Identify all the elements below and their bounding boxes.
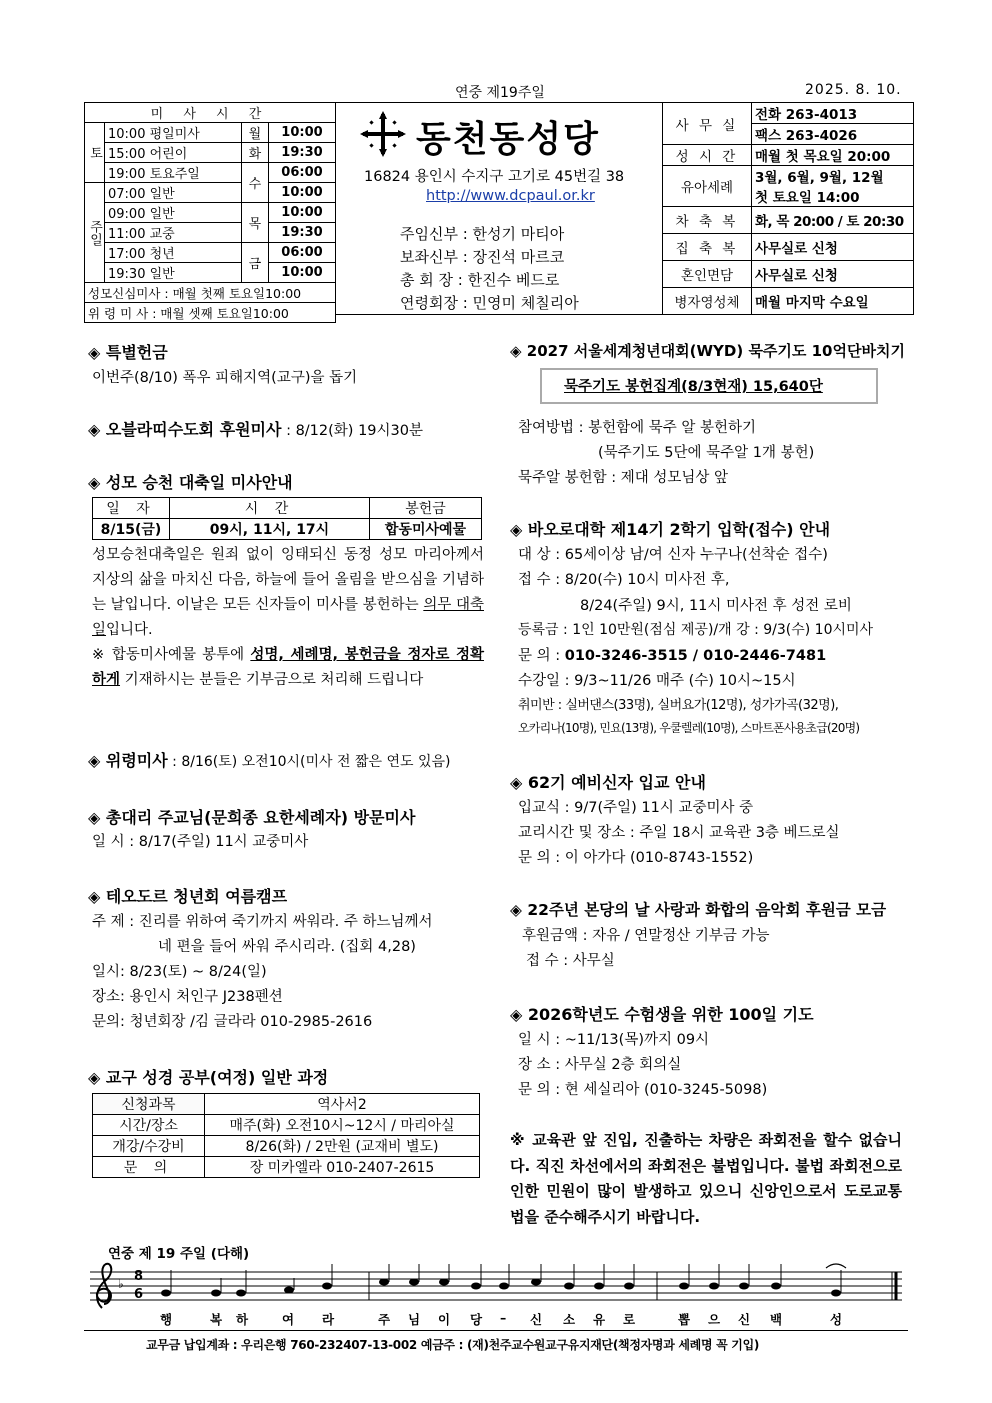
marriage-label: 혼인면담 (663, 261, 752, 288)
lyric-syllable: 여 (282, 1312, 295, 1327)
sick-communion-label: 병자영성체 (663, 288, 752, 315)
marriage: 사무실로 신청 (752, 261, 914, 288)
mass-time: 19:30 (268, 143, 335, 163)
bible-study-label: 문 의 (93, 1157, 205, 1178)
requiem-mass (88, 748, 450, 771)
infant-baptism-months: 3월, 6월, 9월, 12월 (752, 166, 914, 187)
rosary-count: 묵주기도 봉헌집계(8/3현재) 15,640단 (564, 379, 823, 395)
paul-college-hobby: 취미반 : 실버댄스(33명), 실버요가(12명), 성가가곡(32명), (518, 698, 839, 713)
holy-hour: 매월 첫 목요일 20:00 (752, 145, 914, 166)
mass-time: 06:00 (268, 163, 335, 183)
day-label: 화 (241, 143, 268, 163)
special-offering-title: ◈ 특별헌금 (88, 343, 168, 362)
bible-study-value: 8/26(화) / 2만원 (교재비 별도) (205, 1136, 480, 1157)
lyric-syllable: 님 (408, 1312, 421, 1327)
offering-note-emphasis: 성명, 세례명, 봉헌금을 정자로 정확하게 (92, 647, 484, 688)
day-label: 목 (241, 203, 268, 243)
church-address: 16824 용인시 수지구 고기로 45번길 38 (364, 169, 625, 185)
rosary-box-location: 묵주알 봉헌함 : 제대 성모님상 앞 (518, 470, 729, 486)
lyric-syllable: 소 (563, 1312, 576, 1327)
car-blessing: 화, 목 20:00 / 토 20:30 (752, 207, 914, 234)
wyd-rosary-title: ◈ 2027 서울세계청년대회(WYD) 묵주기도 10억단바치기 (510, 342, 905, 360)
assumption-description (92, 543, 484, 693)
lyric-syllable: 라 (322, 1312, 335, 1327)
bible-study-value: 매주(화) 오전10시~12시 / 마리아실 (205, 1115, 480, 1136)
lyric-syllable: 성 (830, 1312, 843, 1327)
house-blessing: 사무실로 신청 (752, 234, 914, 261)
assumption-date: 8/15(금) (93, 519, 170, 540)
oblati-mass-title: ◈ 오블라띠수도회 후원미사 (88, 420, 282, 439)
day-label: 금 (241, 243, 268, 283)
mass-time: 19:00 토요주일 (105, 163, 242, 183)
bible-study-table (92, 1093, 480, 1178)
assumption-times: 09시, 11시, 17시 (170, 519, 370, 540)
sick-communion: 매월 마지막 수요일 (752, 288, 914, 315)
rosary-count-box (540, 368, 878, 404)
youth-camp-theme-2: 네 편을 들어 싸워 주시리라. (집회 4,28) (158, 939, 416, 955)
assumption-text: 성모승천대축일은 원죄 없이 잉태되신 동정 성모 마리아께서 지상의 삶을 마치신 다음, 하늘에 들어 올림을 받으심을 기념하는 날입니다. 이날은 모든 신자들이 미사를 봉헌하는 (92, 547, 484, 613)
exam-prayer-place: 장 소 : 사무실 2층 회의실 (518, 1057, 682, 1073)
assumption-col-time: 시 간 (170, 498, 370, 519)
house-blessing-label: 집 축 복 (663, 234, 752, 261)
requiem-mass-detail: : 8/16(토) 오전10시(미사 전 짧은 연도 있음) (167, 754, 451, 770)
paul-college-contact (518, 644, 826, 665)
mass-times-table (84, 102, 336, 323)
office-phone: 전화 263-4013 (752, 103, 914, 124)
assumption-offering: 합동미사예물 (370, 519, 482, 540)
traffic-notice: ※ 교육관 앞 진입, 진출하는 차량은 좌회전을 할수 없습니다. 직진 차선에서의 좌회전은 불법입니다. 불법 좌회전으로 인한 민원이 많이 발생하고 있으니 신앙인으로서 도로교통법을 준수해주시기 바랍니다. (510, 1131, 902, 1226)
paul-college-schedule: 수강일 : 9/3~11/26 매주 (수) 10시~15시 (518, 673, 796, 689)
psalm-lyrics (84, 1310, 908, 1330)
catechumen-title: ◈ 62기 예비신자 입교 안내 (510, 773, 706, 792)
mass-time: 10:00 평일미사 (105, 123, 242, 143)
bishop-visit-title: ◈ 총대리 주교님(문희종 요한세례자) 방문미사 (88, 808, 416, 827)
liturgical-sunday: 연중 제19주일 (455, 85, 545, 101)
saturday-label: 토 (85, 123, 105, 183)
church-staff (400, 223, 579, 315)
mass-time: 11:00 교중 (105, 223, 242, 243)
concert-fund-title: ◈ 22주년 본당의 날 사랑과 화합의 음악회 후원금 모금 (510, 901, 887, 919)
offering-note-start: ※ 합동미사예물 봉투에 (92, 647, 251, 663)
footer-divider (84, 1330, 908, 1331)
assumption-col-date: 일 자 (93, 498, 170, 519)
church-logo-icon (360, 111, 406, 157)
church-name: 동천동성당 (416, 119, 600, 160)
catechumen-ceremony: 입교식 : 9/7(주일) 11시 교중미사 중 (518, 800, 754, 816)
holy-hour-label: 성 시 간 (663, 145, 752, 166)
lyric-syllable: 주 (378, 1312, 391, 1327)
mass-time: 10:00 (268, 203, 335, 223)
bulletin-date: 2025. 8. 10. (805, 82, 902, 98)
bible-study-value: 역사서2 (205, 1094, 480, 1115)
assumption-table (92, 497, 482, 540)
lyric-syllable: 백 (770, 1312, 783, 1327)
staff-line: 주임신부 : 한성기 마티아 (400, 225, 565, 243)
mass-time: 17:00 청년 (105, 243, 242, 263)
lyric-syllable: 복 (210, 1312, 223, 1327)
bishop-visit-text: 일 시 : 8/17(주일) 11시 교중미사 (92, 834, 309, 850)
staff-line: 보좌신부 : 장진석 마르코 (400, 248, 565, 266)
lyric-syllable: 유 (593, 1312, 606, 1327)
paul-college-register-2: 8/24(주일) 9시, 11시 미사전 후 성전 로비 (580, 598, 852, 614)
mass-time: 15:00 어린이 (105, 143, 242, 163)
mass-time: 10:00 (268, 263, 335, 283)
lyric-syllable: 하 (236, 1312, 249, 1327)
youth-camp-date: 일시: 8/23(토) ~ 8/24(일) (92, 964, 267, 980)
staff-line: 총 회 장 : 한진수 베드로 (400, 271, 560, 289)
staff-line: 연령회장 : 민영미 체칠리아 (400, 294, 579, 312)
lyric-syllable: 으 (708, 1312, 721, 1327)
oblati-mass (88, 417, 423, 440)
church-header (336, 102, 662, 315)
mass-time: 10:00 (268, 123, 335, 143)
youth-camp-theme: 주 제 : 진리를 위하여 죽기까지 싸워라. 주 하느님께서 (92, 914, 433, 930)
lyric-syllable: 당 (470, 1312, 483, 1327)
time-signature-bottom: 6 (134, 1287, 144, 1302)
paul-college-register: 접 수 : 8/20(수) 10시 미사전 후, (518, 572, 730, 588)
bible-study-title: ◈ 교구 성경 공부(여정) 일반 과정 (88, 1068, 329, 1087)
lyric-syllable: 이 (438, 1312, 451, 1327)
rosary-method-2: (묵주기도 5단에 묵주알 1개 봉헌) (598, 445, 815, 461)
office-label: 사 무 실 (663, 103, 752, 145)
bible-study-label: 개강/수강비 (93, 1136, 205, 1157)
infant-baptism-time: 첫 토요일 14:00 (752, 186, 914, 207)
mass-time: 09:00 일반 (105, 203, 242, 223)
rosary-method: 참여방법 : 봉헌함에 묵주 알 봉헌하기 (518, 420, 757, 436)
paul-college-title: ◈ 바오로대학 제14기 2학기 입학(접수) 안내 (510, 520, 831, 539)
mass-time: 19:30 (268, 223, 335, 243)
day-label: 월 (241, 123, 268, 143)
sunday-label: 주일 (85, 183, 105, 283)
concert-fund-amount: 후원금액 : 자유 / 연말정산 기부금 가능 (522, 928, 770, 944)
mary-mass: 성모신심미사 : 매월 첫째 토요일10:00 (85, 283, 336, 303)
paul-college-fee: 등록금 : 1인 10만원(점심 제공)/개 강 : 9/3(수) 10시미사 (518, 622, 874, 638)
time-signature-top: 8 (134, 1269, 144, 1284)
mass-times-title: 미 사 시 간 (85, 103, 336, 123)
psalm-title: 연중 제 19 주일 (다해) (108, 1246, 250, 1262)
church-website-link[interactable]: http://www.dcpaul.or.kr (426, 188, 595, 204)
svg-text:♭: ♭ (118, 1277, 124, 1291)
catechumen-contact: 문 의 : 이 아가다 (010-8743-1552) (518, 850, 754, 866)
assumption-col-offering: 봉헌금 (370, 498, 482, 519)
lyric-syllable: – (500, 1310, 507, 1325)
contact-phones: 010-3246-3515 / 010-2446-7481 (564, 648, 827, 664)
infant-baptism-label: 유아세례 (663, 166, 752, 207)
lyric-syllable: 신 (738, 1312, 751, 1327)
youth-camp-place: 장소: 용인시 처인구 J238펜션 (92, 989, 283, 1005)
catechumen-class: 교리시간 및 장소 : 주일 18시 교육관 3층 베드로실 (518, 825, 840, 841)
bible-study-value: 장 미카엘라 010-2407-2615 (205, 1157, 480, 1178)
memorial-mass: 위 령 미 사 : 매월 셋째 토요일10:00 (85, 303, 336, 323)
office-fax: 팩스 263-4026 (752, 124, 914, 145)
office-info-table (662, 102, 914, 315)
exam-prayer-contact: 문 의 : 현 세실리아 (010-3245-5098) (518, 1082, 768, 1098)
footer-account: 교무금 납입계좌 : 우리은행 760-232407-13-002 예금주 : (재)천주교수원교구유지재단(책정자명과 세례명 꼭 기입) (146, 1338, 760, 1352)
assumption-text-end: 입니다. (106, 622, 153, 638)
paul-college-hobby-2: 오카리나(10명), 민요(13명), 우쿨렐레(10명), 스마트폰사용초급(20명) (518, 721, 860, 735)
car-blessing-label: 차 축 복 (663, 207, 752, 234)
mass-time: 07:00 일반 (105, 183, 242, 203)
contact-label: 문 의 : (518, 648, 565, 664)
assumption-title: ◈ 성모 승천 대축일 미사안내 (88, 473, 293, 492)
obligation-text: 의무 대축일 (92, 597, 484, 638)
requiem-mass-title: ◈ 위령미사 (88, 751, 168, 770)
exam-prayer-time: 일 시 : ~11/13(목)까지 09시 (518, 1032, 710, 1048)
oblati-mass-detail: : 8/12(화) 19시30분 (281, 423, 423, 439)
youth-camp-title: ◈ 테오도르 청년회 여름캠프 (88, 887, 288, 906)
mass-time: 06:00 (268, 243, 335, 263)
lyric-syllable: 행 (160, 1312, 173, 1327)
lyric-syllable: 신 (530, 1312, 543, 1327)
concert-fund-receipt: 접 수 : 사무실 (526, 953, 615, 969)
bible-study-label: 신청과목 (93, 1094, 205, 1115)
offering-note-end: 기재하시는 분들은 기부금으로 처리해 드립니다 (120, 672, 424, 688)
exam-prayer-title: ◈ 2026학년도 수험생을 위한 100일 기도 (510, 1005, 814, 1024)
paul-college-target: 대 상 : 65세이상 남/여 신자 누구나(선착순 접수) (518, 547, 828, 563)
mass-time: 19:30 일반 (105, 263, 242, 283)
youth-camp-contact: 문의: 청년회장 /김 글라라 010-2985-2616 (92, 1014, 373, 1030)
lyric-syllable: 로 (623, 1312, 636, 1327)
day-label: 수 (241, 163, 268, 203)
lyric-syllable: 뽑 (678, 1312, 691, 1327)
bible-study-label: 시간/장소 (93, 1115, 205, 1136)
mass-time: 10:00 (268, 183, 335, 203)
special-offering-text: 이번주(8/10) 폭우 피해지역(교구)을 돕기 (92, 370, 358, 386)
